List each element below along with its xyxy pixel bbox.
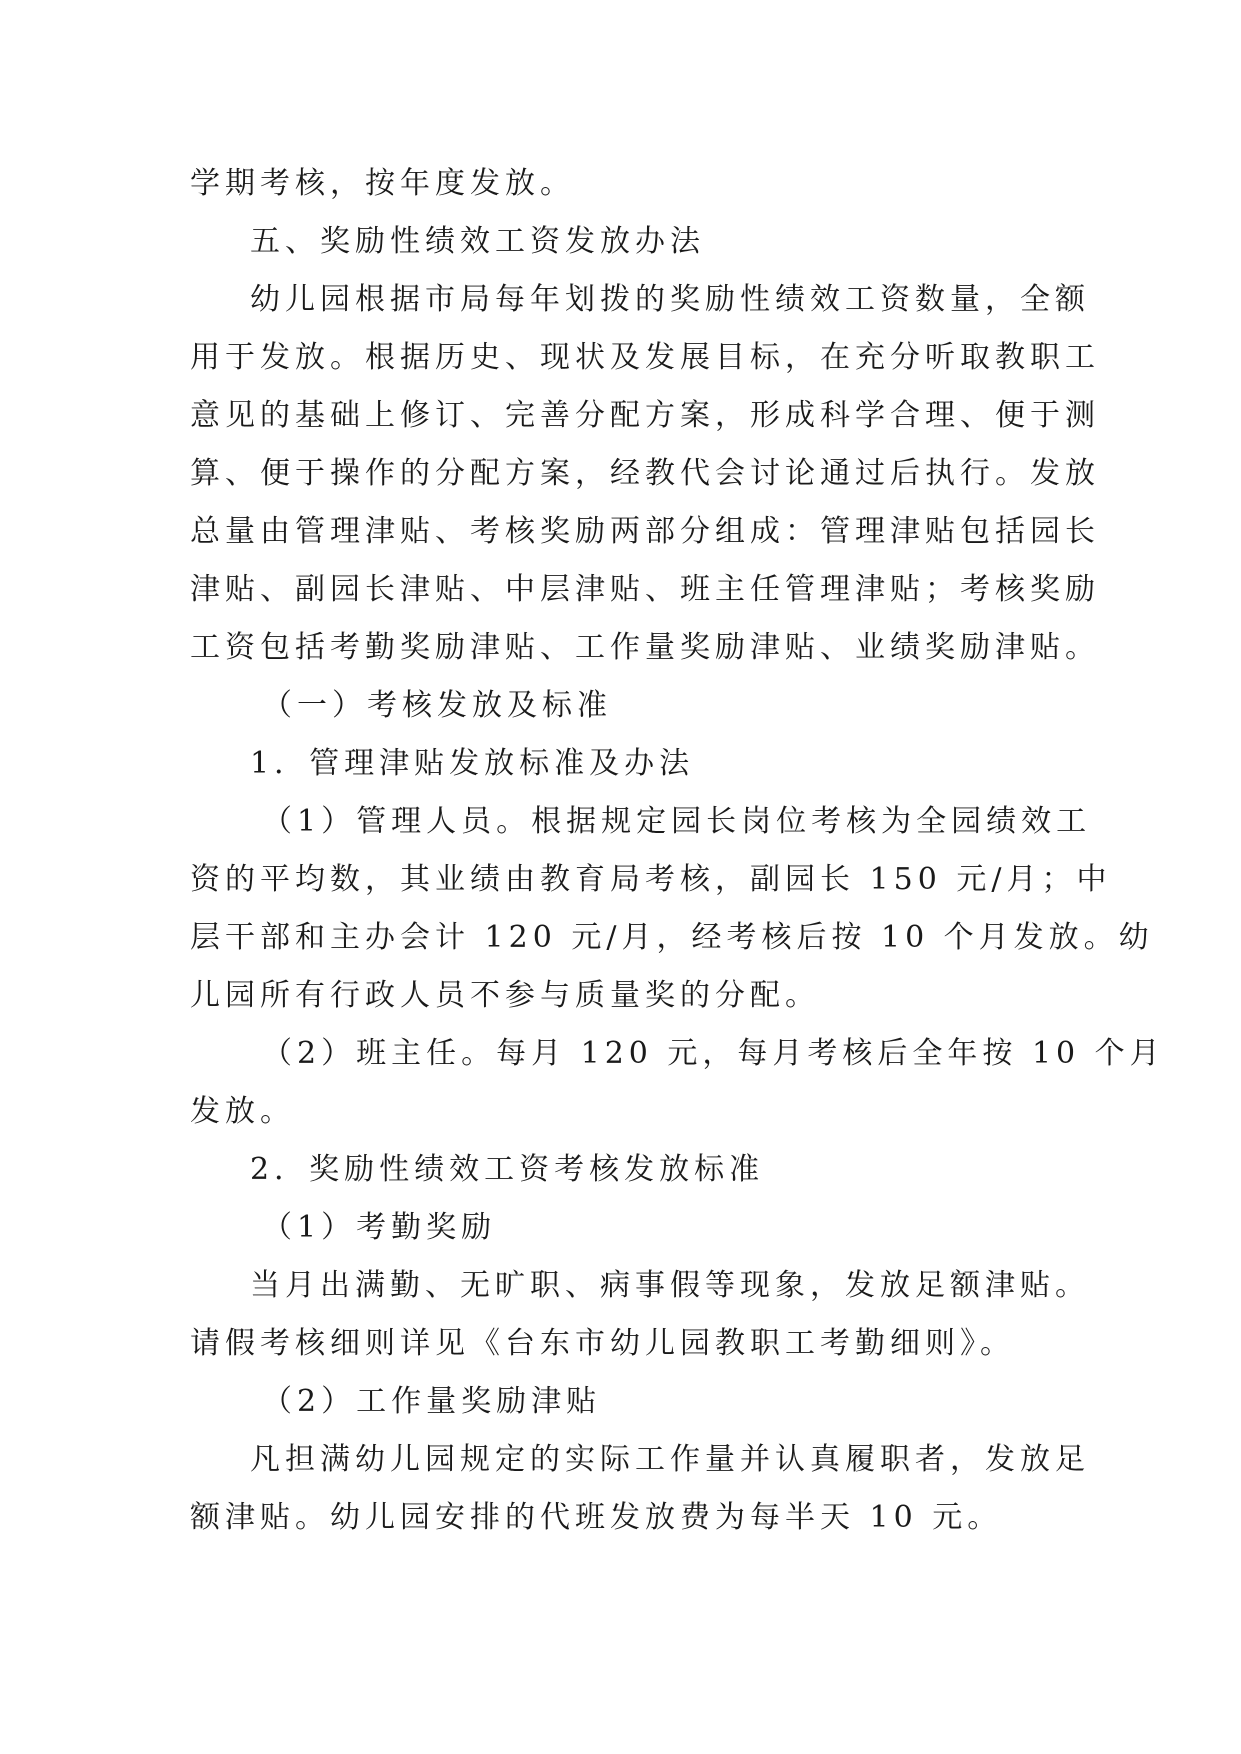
subsection-heading: 2．奖励性绩效工资考核发放标准 — [250, 1152, 765, 1187]
paragraph-line: 津贴、副园长津贴、中层津贴、班主任管理津贴；考核奖励 — [190, 572, 1100, 607]
subsection-heading: 1．管理津贴发放标准及办法 — [250, 746, 695, 781]
paragraph-line: 算、便于操作的分配方案，经教代会讨论通过后执行。发放 — [190, 456, 1100, 491]
paragraph-line: 学期考核，按年度发放。 — [190, 166, 575, 201]
paragraph-line: 层干部和主办会计 120 元/月，经考核后按 10 个月发放。幼 — [190, 920, 1154, 955]
paragraph-line: 用于发放。根据历史、现状及发展目标，在充分听取教职工 — [190, 340, 1100, 375]
paragraph-line: 儿园所有行政人员不参与质量奖的分配。 — [190, 978, 820, 1013]
paragraph-line: 幼儿园根据市局每年划拨的奖励性绩效工资数量，全额 — [250, 282, 1090, 317]
paragraph-line: 凡担满幼儿园规定的实际工作量并认真履职者，发放足 — [250, 1442, 1090, 1477]
paragraph-line: 请假考核细则详见《台东市幼儿园教职工考勤细则》。 — [190, 1326, 1015, 1361]
paragraph-line: 工资包括考勤奖励津贴、工作量奖励津贴、业绩奖励津贴。 — [190, 630, 1100, 665]
paragraph-line: 资的平均数，其业绩由教育局考核，副园长 150 元/月；中 — [190, 862, 1112, 897]
subsection-heading: （1）考勤奖励 — [262, 1210, 497, 1245]
section-heading: 五、奖励性绩效工资发放办法 — [250, 224, 705, 259]
subsection-heading: （一）考核发放及标准 — [262, 688, 612, 723]
paragraph-line: 意见的基础上修订、完善分配方案，形成科学合理、便于测 — [190, 398, 1100, 433]
paragraph-line: 总量由管理津贴、考核奖励两部分组成：管理津贴包括园长 — [190, 514, 1100, 549]
paragraph-line: （1）管理人员。根据规定园长岗位考核为全园绩效工 — [262, 804, 1092, 839]
paragraph-line: 发放。 — [190, 1094, 295, 1129]
subsection-heading: （2）工作量奖励津贴 — [262, 1384, 602, 1419]
paragraph-line: 额津贴。幼儿园安排的代班发放费为每半天 10 元。 — [190, 1500, 1003, 1535]
paragraph-line: （2）班主任。每月 120 元，每月考核后全年按 10 个月 — [262, 1036, 1165, 1071]
paragraph-line: 当月出满勤、无旷职、病事假等现象，发放足额津贴。 — [250, 1268, 1090, 1303]
